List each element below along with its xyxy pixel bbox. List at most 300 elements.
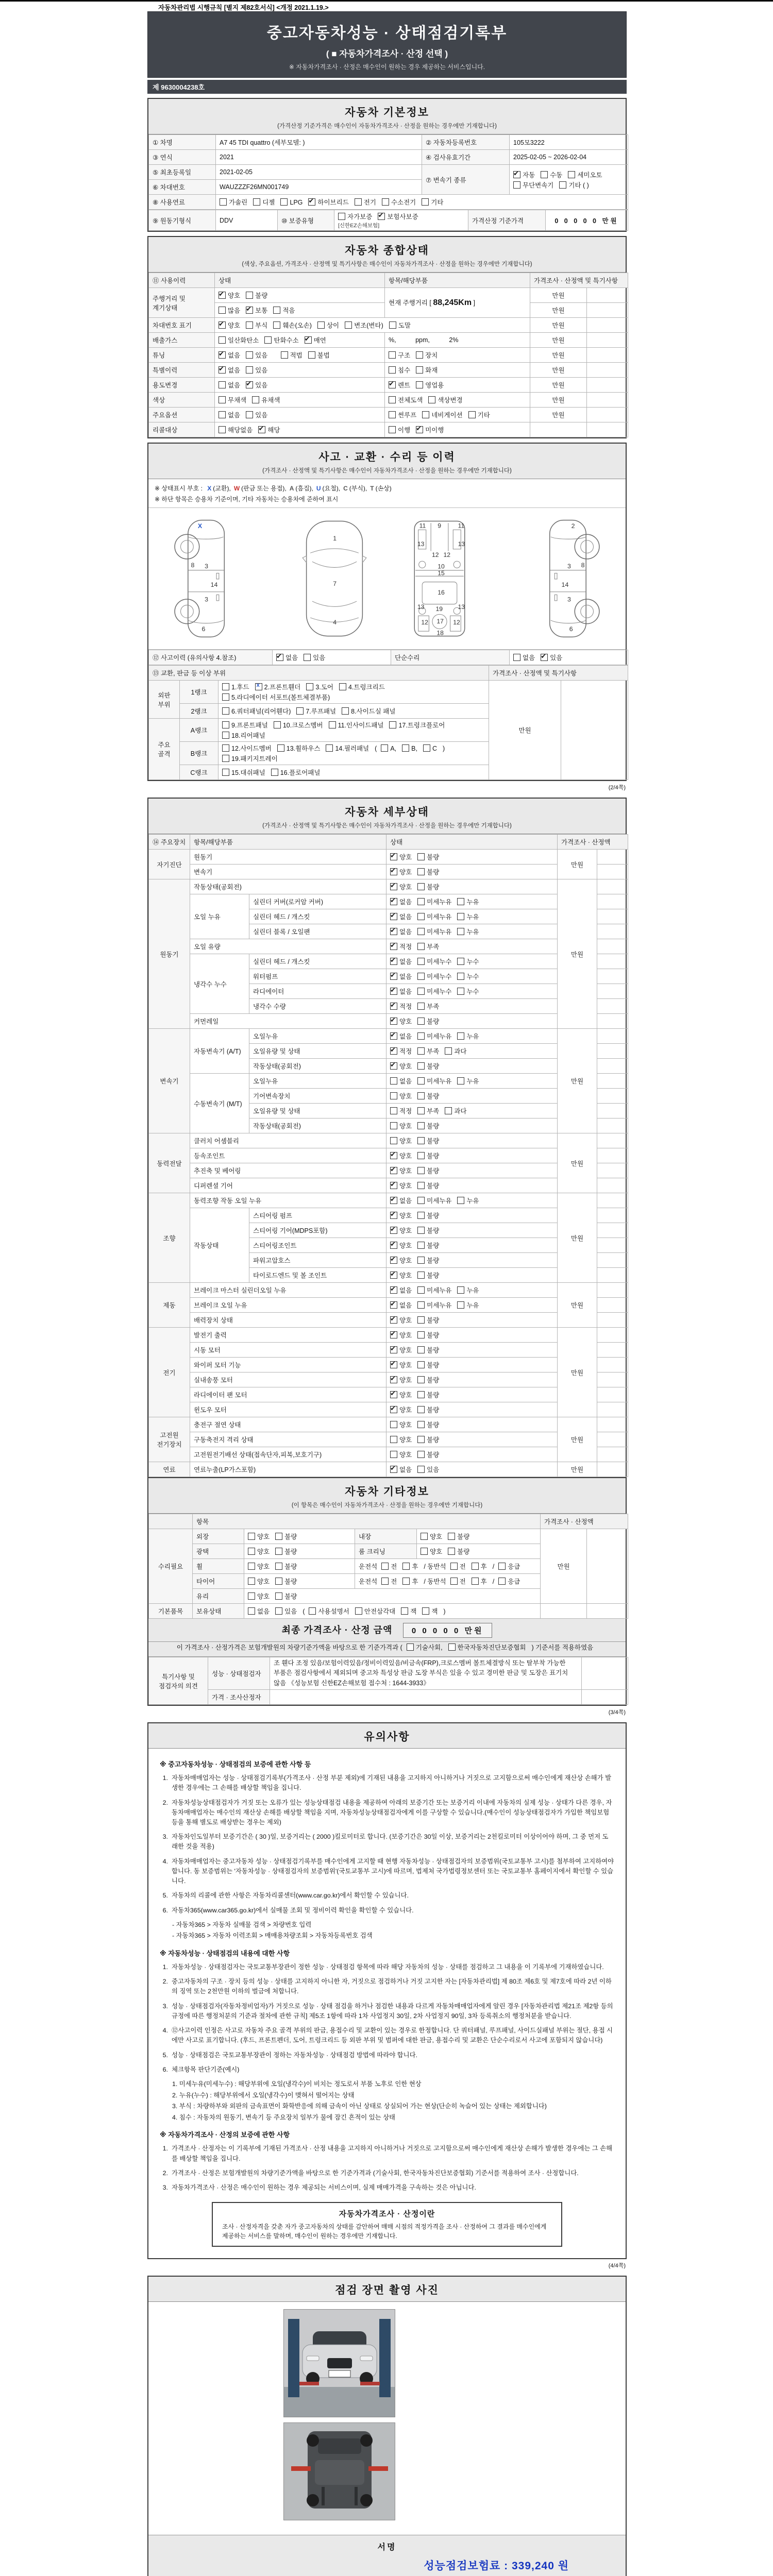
- checkbox-group: [390, 854, 445, 861]
- checkbox-option: [390, 1285, 412, 1295]
- checkbox-icon: [417, 1003, 425, 1010]
- status-desc: (부식),: [349, 485, 367, 492]
- checkbox-icon: [417, 1257, 425, 1264]
- notice-item: [160, 1891, 614, 1901]
- option-label: 없음: [228, 412, 241, 419]
- option-label: 양호: [228, 292, 241, 299]
- checkbox-group: [390, 884, 445, 891]
- checkbox-icon: [222, 693, 229, 701]
- note-cell: [597, 1328, 628, 1343]
- status-options: [386, 1074, 558, 1089]
- diagram-part-number: 17: [436, 618, 444, 625]
- status-options: [386, 1104, 558, 1118]
- checkbox-group: [390, 1377, 445, 1384]
- notice-item-text: 성능 · 상태점검은 국토교통부장관이 정하는 자동차성능 · 상태점검 방법에 따라야 합니다.: [172, 2051, 418, 2059]
- checkbox-group: [513, 172, 608, 189]
- option-label: 부식: [255, 322, 268, 329]
- checkbox-option: [255, 682, 301, 691]
- option-label: 양호: [257, 1563, 270, 1570]
- rank-label: 1랭크: [180, 681, 219, 704]
- option-label: 없음: [399, 1033, 412, 1040]
- note-cell: [587, 408, 628, 422]
- checkbox-option: [422, 197, 443, 207]
- note-cell: [587, 303, 628, 318]
- checkbox-icon: [417, 1107, 425, 1114]
- table-row: [149, 1029, 628, 1044]
- checkbox-icon: [422, 198, 429, 206]
- option-label: 미세누유: [427, 1287, 452, 1294]
- checkbox-option: [390, 1420, 412, 1429]
- checkbox-icon: [417, 868, 425, 875]
- checkbox-checked-icon: [258, 426, 265, 433]
- option-label: 12.사이드멤버: [231, 745, 272, 752]
- status-options: [386, 1089, 558, 1104]
- checkbox-option: [457, 927, 479, 936]
- checkbox-checked-icon: [246, 381, 253, 388]
- checkbox-icon: [417, 1182, 425, 1189]
- option-label: 변조(변타): [354, 322, 383, 329]
- checkbox-option: [417, 897, 451, 906]
- checkbox-option: [390, 1241, 412, 1250]
- option-label: 있음: [550, 654, 563, 662]
- checkbox-option: [219, 350, 240, 360]
- option-label: 적정: [399, 943, 412, 951]
- checkbox-checked-icon: [390, 1346, 397, 1353]
- checkbox-option: [416, 350, 438, 360]
- option-label: 불량: [427, 854, 440, 861]
- status-code: T: [370, 485, 374, 492]
- price-cell: [541, 1604, 587, 1619]
- checkbox-option: [339, 682, 385, 691]
- subitem-label: 오일누유: [249, 1074, 386, 1089]
- device-group-name: 연료: [149, 1462, 190, 1477]
- checkbox-group: [513, 654, 568, 662]
- note-cell: [582, 1657, 628, 1690]
- checkbox-group: [248, 1563, 303, 1570]
- column-header: 항목/해당부품: [190, 835, 386, 850]
- note-cell: [587, 288, 628, 303]
- price-cell: 만원: [530, 408, 587, 422]
- note-cell: [587, 422, 628, 437]
- checkbox-checked-icon: [390, 1003, 397, 1010]
- checkbox-option: [219, 335, 259, 345]
- note-cell: [597, 1178, 628, 1193]
- option-label: 기타: [431, 199, 444, 206]
- checkbox-option: [402, 1577, 418, 1586]
- option-label: 7.루프패널: [306, 708, 337, 715]
- checkbox-option: [390, 1211, 412, 1220]
- checkbox-icon: [468, 411, 476, 418]
- fuel-options: [216, 195, 628, 210]
- checkbox-option: [407, 1642, 443, 1652]
- basic-info-table2: [148, 210, 628, 231]
- option-label: 불량: [427, 1436, 440, 1444]
- checkbox-group: [219, 382, 273, 389]
- checkbox-checked-icon: [308, 198, 315, 206]
- note-cell: [597, 1044, 628, 1059]
- checkbox-option: [445, 1046, 466, 1056]
- checkbox-icon: [390, 1122, 397, 1129]
- page-marker: (4/4쪽): [608, 2263, 626, 2269]
- checkbox-icon: [417, 1451, 425, 1458]
- checkbox-option: [390, 1226, 412, 1235]
- checkbox-group: [390, 1197, 485, 1205]
- notice-item-text: 자동차의 리콜에 관한 사항은 자동차리콜센터(www.car.go.kr)에서 확인할 수 있습니다.: [172, 1892, 409, 1900]
- checkbox-option: [417, 957, 451, 966]
- note-cell: [587, 348, 628, 363]
- option-label: 미세누수: [427, 973, 452, 980]
- checkbox-checked-icon: [390, 1018, 397, 1025]
- detail-header: [148, 799, 626, 834]
- subitem-label: 라디에이터: [249, 984, 386, 999]
- checkbox-icon: [448, 1643, 456, 1651]
- checkbox-group: [248, 1593, 303, 1600]
- option-label: 적정: [399, 1003, 412, 1010]
- checkbox-icon: [450, 1578, 458, 1585]
- option-label: 자동: [523, 171, 535, 179]
- checkbox-icon: [389, 426, 396, 433]
- checkbox-option: [258, 425, 280, 434]
- option-label: 상이: [326, 322, 340, 329]
- status-options: [215, 408, 385, 422]
- checkbox-option: [308, 197, 348, 207]
- checkbox-option: [390, 1091, 412, 1100]
- item-label: 보유상태: [193, 1604, 244, 1619]
- option-label: 미세누수: [427, 988, 452, 995]
- status-options: [417, 1544, 541, 1559]
- checkbox-option: [390, 1315, 412, 1325]
- option-label: 9.프론트패널: [231, 722, 268, 729]
- diagram-part-number: 6: [569, 625, 573, 633]
- option-label: B,: [411, 745, 417, 752]
- checkbox-option: [355, 1606, 395, 1616]
- checkbox-icon: [541, 171, 548, 178]
- checkbox-option: [338, 212, 372, 221]
- checkbox-icon: [417, 853, 425, 860]
- checkbox-icon: [417, 1436, 425, 1443]
- checkbox-icon: [450, 1563, 458, 1570]
- checkbox-icon: [219, 381, 226, 388]
- diagram-part-number: 13: [458, 540, 465, 548]
- checkbox-option: [390, 1465, 412, 1474]
- notice-item-number: 3.: [162, 1833, 168, 1841]
- status-options: [386, 984, 558, 999]
- note-cell: [597, 894, 628, 909]
- usage-label: 튜닝: [149, 348, 215, 363]
- option-label: 17.트렁크플로어: [398, 722, 445, 729]
- option-label: 침수: [398, 367, 411, 374]
- option-label: 무단변속기: [523, 181, 554, 189]
- misc-group-name: 수리필요: [149, 1529, 193, 1604]
- option-label: 없음: [228, 367, 241, 374]
- option-label: 도말: [398, 322, 411, 329]
- checkbox-icon: [416, 351, 423, 359]
- status-options: [215, 288, 385, 303]
- option-label: 없음: [399, 928, 412, 936]
- checkbox-option: [342, 706, 395, 716]
- usage-label: 색상: [149, 393, 215, 408]
- option-label: 양호: [399, 1242, 412, 1249]
- checkbox-icon: [248, 1533, 255, 1540]
- diagram-part-number: 12: [443, 551, 450, 558]
- checkbox-option: [222, 720, 268, 730]
- notice-item: [160, 2168, 614, 2178]
- column-header: 항목: [193, 1514, 541, 1529]
- checkbox-option: [219, 365, 240, 375]
- status-code: W: [233, 485, 240, 492]
- checkbox-icon: [246, 321, 253, 329]
- option-label: 적법: [290, 352, 303, 359]
- checkbox-option: [390, 1046, 412, 1056]
- checkbox-option: [417, 1241, 439, 1250]
- status-options: [386, 1133, 558, 1148]
- field-value: WAUZZZF26MN001749: [216, 180, 422, 195]
- checkbox-option: [389, 395, 423, 404]
- checkbox-checked-icon: [390, 1212, 397, 1219]
- panel-options: [219, 704, 489, 719]
- option-label: 기술사회,: [415, 1644, 443, 1651]
- checkbox-checked-icon: [246, 307, 253, 314]
- checkbox-option: [280, 198, 303, 206]
- checkbox-option: [390, 1181, 412, 1190]
- checkbox-option: [417, 1016, 439, 1026]
- final-price-label: 최종 가격조사 · 산정 금액: [281, 1625, 393, 1635]
- checkbox-group: [390, 958, 485, 965]
- checkbox-icon: [342, 707, 349, 715]
- option-label: 양호: [257, 1533, 270, 1540]
- column-header: 가격조사 · 산정액: [541, 1514, 628, 1529]
- basic-info-subtitle: (가격산정 기준가격은 매수인이 자동차가격조사 · 산정을 원하는 경우에만 기재합니다): [277, 123, 497, 129]
- note-cell: [597, 1118, 628, 1133]
- option-label: 수동: [550, 171, 563, 179]
- checkbox-option: [381, 744, 396, 752]
- option-label: 기타 ( ): [568, 181, 589, 189]
- checkbox-icon: [457, 1286, 464, 1294]
- column-header: [149, 1514, 193, 1529]
- checkbox-option: [246, 410, 267, 419]
- checkbox-checked-icon: [255, 683, 262, 690]
- checkbox-option: [423, 744, 437, 752]
- checkbox-group: [390, 1063, 445, 1070]
- checkbox-icon: [417, 1421, 425, 1428]
- checkbox-icon: [457, 1077, 464, 1084]
- option-label: 없음: [523, 654, 535, 662]
- checkbox-icon: [326, 744, 333, 752]
- checkbox-icon: [417, 1167, 425, 1174]
- checkbox-icon: [329, 721, 336, 728]
- checkbox-group: [390, 1332, 445, 1339]
- option-label: 불법: [317, 352, 330, 359]
- status-code: X: [207, 485, 212, 492]
- option-label: 없음: [257, 1608, 270, 1615]
- status-options: [244, 1559, 355, 1574]
- summary-subtitle: (색상, 주요옵션, 가격조사 · 산정액 및 특기사항은 매수인이 자동차가격조사 · 산정을 원하는 경우에만 기재합니다): [242, 261, 532, 267]
- table-row: [149, 1387, 628, 1402]
- option-text: [273, 352, 276, 359]
- status-options: [244, 1544, 355, 1559]
- option-label: 훼손(오손): [282, 322, 312, 329]
- notice-item: [160, 2183, 614, 2193]
- option-label: 불량: [427, 1257, 440, 1264]
- status-options: [386, 1208, 558, 1223]
- option-label: 양호: [399, 1063, 412, 1070]
- option-label: 불량: [427, 1227, 440, 1234]
- option-label: 자가보증: [347, 213, 373, 221]
- status-desc: (흠집),: [295, 485, 313, 492]
- checkbox-icon: [222, 707, 229, 715]
- warranty-options: [334, 210, 468, 231]
- notice-item-number: 3.: [162, 2184, 168, 2192]
- accident-header: [148, 444, 626, 479]
- option-label: 8.사이드실 패널: [351, 708, 396, 715]
- notice-item: [160, 2144, 614, 2163]
- checkbox-icon: [275, 1548, 282, 1555]
- checkbox-icon: [275, 1607, 282, 1615]
- option-label: 있음: [255, 382, 268, 389]
- checkbox-option: [390, 1151, 412, 1160]
- option-label: 없음: [399, 1302, 412, 1309]
- item-label: 고전원전기배선 상태(접속단자,피복,보호기구): [190, 1447, 386, 1462]
- note-cell: [597, 1059, 628, 1074]
- checkbox-icon: [381, 1563, 389, 1570]
- checkbox-icon: [428, 396, 435, 403]
- checkbox-option: [417, 882, 439, 891]
- option-label: 네비게이션: [431, 412, 463, 419]
- option-text: (: [303, 1608, 305, 1615]
- checkbox-group: [390, 913, 485, 921]
- checkbox-icon: [422, 1607, 429, 1615]
- checkbox-option: [308, 350, 330, 360]
- column-header: ⑪ 사용이력: [149, 273, 215, 288]
- checkbox-option: [246, 380, 267, 389]
- column-header: 가격조사 · 산정액 및 특기사항: [530, 273, 628, 288]
- checkbox-checked-icon: [390, 1272, 397, 1279]
- diagram-part-number: 11: [419, 522, 426, 530]
- option-label: 후: [412, 1563, 418, 1570]
- checkbox-checked-icon: [390, 1376, 397, 1383]
- checkbox-icon: [417, 1152, 425, 1159]
- checkbox-option: [390, 987, 412, 996]
- status-options: [386, 1387, 558, 1402]
- item-label: 디퍼렌셜 기어: [190, 1178, 386, 1193]
- checkbox-checked-icon: [390, 1032, 397, 1040]
- note-cell: [597, 1343, 628, 1358]
- checkbox-icon: [445, 1107, 452, 1114]
- option-label: 없음: [399, 1078, 412, 1085]
- option-label: 불량: [427, 1182, 440, 1190]
- option-label: 11.인사이드패널: [338, 722, 384, 729]
- checkbox-option: [248, 1562, 270, 1571]
- option-label: 누유: [466, 1078, 479, 1085]
- checkbox-option: [222, 743, 272, 753]
- notice-title: 유의사항: [364, 1731, 410, 1743]
- status-options: [386, 1118, 558, 1133]
- misc-table: [148, 1514, 628, 1619]
- note-cell: [597, 999, 628, 1014]
- price-cell: 만원: [530, 303, 587, 318]
- price-cell: 만원: [541, 1529, 587, 1604]
- checkbox-icon: [402, 1563, 410, 1570]
- checkbox-icon: [275, 1533, 282, 1540]
- item-label: 클러치 어셈블리: [190, 1133, 386, 1148]
- checkbox-group: [390, 1048, 472, 1055]
- status-code: C: [343, 485, 348, 492]
- checkbox-option: [389, 320, 411, 330]
- option-label: 불량: [427, 1153, 440, 1160]
- checkbox-option: [273, 306, 295, 315]
- field-label: ⑩ 보증유형: [278, 210, 334, 231]
- option-label: 적음: [282, 307, 295, 314]
- appraiser-role-label: 가격 · 조사산정자: [208, 1690, 270, 1705]
- checkbox-option: [402, 1562, 418, 1571]
- table-row: [149, 850, 628, 865]
- status-options: [386, 1417, 558, 1432]
- notice-item-text: 성능 · 상태점검자(자동차정비업자)가 거짓으로 성능 · 상태 점검을 하거나 점검한 내용과 다르게 자동차매매업자에게 알린 경우 [자동차관리법 제21조 제2항 등의 규정에 따른 행정처분의 기준과 절차에 관한 규칙] 제5조 1항에 따라 1차 사업정지 30일, 2차 사업정지 90일, 3차 등록취소의 행정처분을 받습니다.: [172, 2002, 613, 2020]
- checkbox-option: [275, 1547, 297, 1556]
- diagram-part-number: 15: [438, 569, 445, 577]
- checkbox-icon: [417, 883, 425, 890]
- checkbox-option: [457, 1285, 479, 1295]
- checkbox-option: [416, 365, 438, 375]
- checkbox-option: [417, 1315, 439, 1325]
- checkbox-option: [381, 1577, 397, 1586]
- item-label: 룸 크리닝: [355, 1544, 417, 1559]
- table-row: [149, 681, 628, 704]
- status-options: [386, 1044, 558, 1059]
- table-row: [149, 954, 628, 969]
- checkbox-icon: [445, 1047, 452, 1055]
- device-group-name: 변속기: [149, 1029, 190, 1133]
- checkbox-option: [309, 1606, 349, 1616]
- option-label: 없음: [399, 973, 412, 980]
- note-cell: [582, 1690, 628, 1705]
- checkbox-option: [390, 1270, 412, 1280]
- subitem-label: 작동상태(공회전): [249, 1118, 386, 1133]
- option-label: 잭: [431, 1608, 438, 1615]
- table-row: [149, 1193, 628, 1208]
- price-cell: 만원: [530, 288, 587, 303]
- checkbox-option: [390, 1196, 412, 1205]
- checkbox-icon: [222, 732, 229, 739]
- table-row: [149, 879, 628, 894]
- status-options: [215, 303, 385, 318]
- notice-item-number: 1.: [162, 1963, 168, 1971]
- checkbox-icon: [219, 396, 226, 403]
- note-cell: [597, 865, 628, 879]
- checkbox-option: [355, 197, 376, 207]
- option-label: 과다: [454, 1108, 467, 1115]
- panel-options: [219, 765, 489, 780]
- note-cell: [597, 984, 628, 999]
- diagram-part-number: 11: [458, 522, 465, 530]
- option-label: 불량: [427, 1377, 440, 1384]
- diagram-part-number: 4: [333, 619, 337, 626]
- option-label: 불량: [284, 1593, 297, 1600]
- checkbox-icon: [416, 381, 423, 388]
- option-label: 불량: [427, 1392, 440, 1399]
- note-cell: [597, 1148, 628, 1163]
- item-cell: [385, 378, 530, 393]
- notice-body: [148, 1749, 626, 2258]
- option-label: 양호: [399, 1182, 412, 1190]
- diagram-part-number: 13: [417, 540, 425, 548]
- field-label: ⑦ 변속기 종류: [422, 165, 510, 195]
- checkbox-icon: [513, 654, 520, 661]
- table-header-row: [149, 666, 628, 681]
- option-text: (: [375, 745, 377, 752]
- checkbox-option: [306, 682, 333, 691]
- option-label: A,: [390, 745, 397, 752]
